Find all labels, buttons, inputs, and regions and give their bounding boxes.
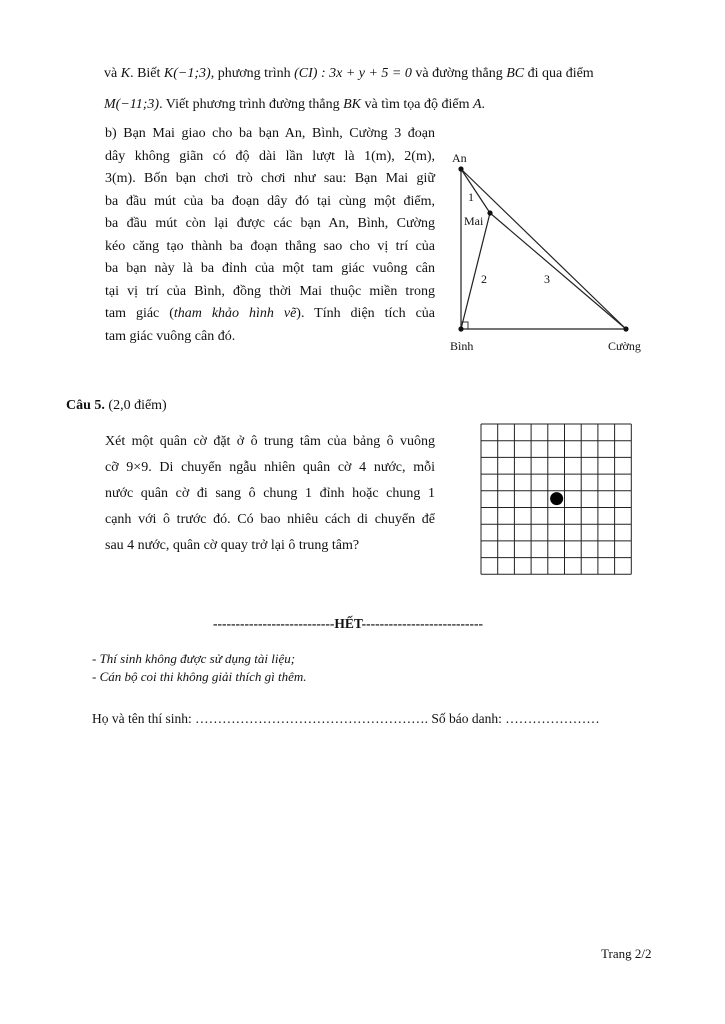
- text: . Viết phương trình đường thẳng: [159, 97, 344, 112]
- note-line: - Cán bộ coi thi không giải thích gì thêm.: [92, 669, 307, 684]
- text: . Biết: [130, 66, 164, 81]
- math-BC: BC: [506, 66, 525, 81]
- part-b-line: ba bạn này là ba đỉnh của một tam giác vuông cân: [105, 261, 435, 276]
- page-number: Trang 2/2: [601, 946, 652, 961]
- end-marker: ---------------------------HẾT---------------------------: [213, 616, 484, 631]
- candidate-number-label: Số báo danh:: [428, 711, 506, 726]
- note-line: - Thí sinh không được sử dụng tài liệu;: [92, 651, 296, 666]
- part-b-line: kéo căng tạo thành ba đoạn thẳng sao cho vị trí của: [105, 238, 435, 254]
- part-b-line: dây không giãn có độ dài lần lượt là 1(m), 2(m),: [105, 148, 435, 164]
- text: và tìm tọa độ điểm: [361, 97, 473, 112]
- math-A: A: [472, 97, 482, 112]
- label-an: An: [452, 151, 467, 165]
- label-mai: Mai: [464, 214, 484, 228]
- text: đi qua điểm: [524, 66, 594, 81]
- part-b-line: tại vị trí của Bình, đồng thời Mai thuộc miền trong: [105, 283, 435, 299]
- part-b-line: b) Bạn Mai giao cho ba bạn An, Bình, Cường 3 đoạn: [105, 126, 435, 141]
- question-5-line: nước quân cờ đi sang ô chung 1 đỉnh hoặc chung 1: [105, 486, 435, 501]
- candidate-info-row: [92, 711, 600, 727]
- part-b-line: 3(m). Bốn bạn chơi trò chơi như sau: Bạn Mai giữ: [105, 171, 435, 186]
- question-5-line: cạnh với ô trước đó. Có bao nhiêu cách di chuyển để: [105, 512, 435, 527]
- math-K-coord: K(−1;3): [163, 66, 211, 81]
- label-binh: Bình: [450, 339, 474, 353]
- text: , phương trình: [210, 66, 295, 81]
- question-5-points: (2,0 điểm): [108, 398, 167, 413]
- part-b-line: tam giác vuông cân đó.: [105, 328, 236, 344]
- math-BK: BK: [343, 97, 361, 112]
- text: .: [481, 97, 486, 112]
- text: và: [104, 66, 121, 81]
- math-M-coord: M(−11;3): [104, 97, 160, 112]
- text: và đường thẳng: [411, 66, 507, 81]
- figure-reference: tham khảo hình vẽ: [173, 306, 297, 321]
- part-b-line: ba đầu mút còn lại được các bạn An, Bình, Cường: [105, 216, 435, 231]
- math-K: K: [120, 66, 131, 81]
- part-b-line: ba đầu mút của ba đoạn dây đó tại cùng một điểm,: [105, 193, 435, 209]
- question-5-line: cỡ 9×9. Di chuyển ngẫu nhiên quân cờ 4 nước, mỗi: [105, 460, 435, 475]
- question-5-label: Câu 5.: [66, 398, 105, 413]
- question-5-line: sau 4 nước, quân cờ quay trở lại ô trung tâm?: [105, 538, 360, 553]
- chess-piece: [550, 492, 563, 505]
- label-seg-2: 2: [481, 272, 487, 286]
- text: tam giác (: [105, 306, 174, 321]
- label-seg-3: 3: [544, 272, 550, 286]
- text: ). Tính diện tích của: [296, 306, 435, 321]
- candidate-name-field[interactable]: …………………………………………….: [195, 711, 428, 726]
- question-5-line: Xét một quân cờ đặt ở ô trung tâm của bảng ô vuông: [105, 434, 435, 449]
- candidate-name-label: Họ và tên thí sinh:: [92, 711, 196, 726]
- label-cuong: Cường: [608, 339, 641, 353]
- label-seg-1: 1: [468, 190, 474, 204]
- candidate-number-field[interactable]: …………………: [505, 711, 600, 726]
- math-CI-equation: (CI) : 3x + y + 5 = 0: [294, 66, 412, 81]
